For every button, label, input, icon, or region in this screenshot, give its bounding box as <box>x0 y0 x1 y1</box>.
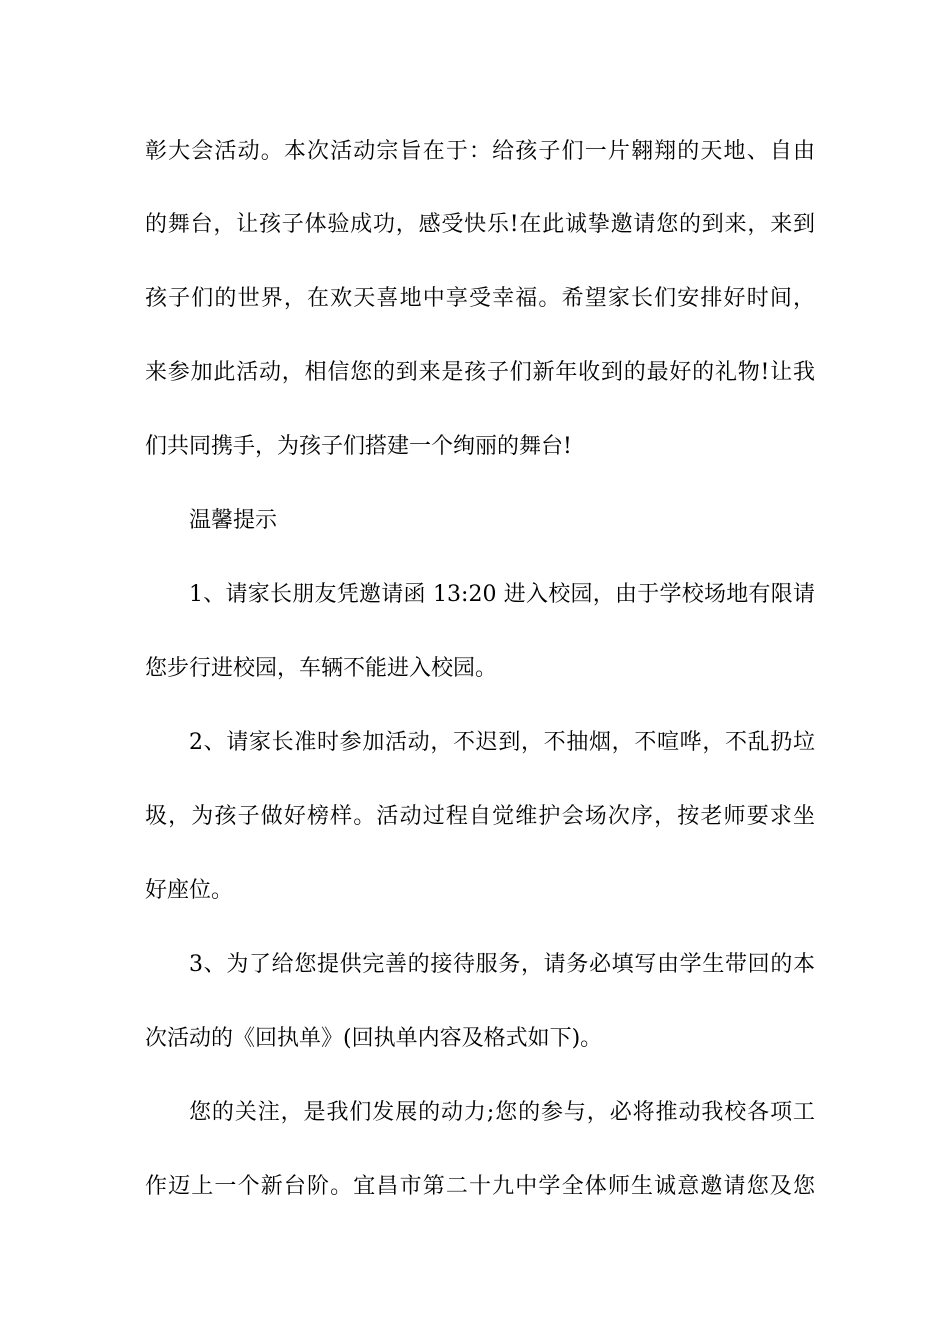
paragraph-line: 孩子们的世界，在欢天喜地中享受幸福。希望家长们安排好时间， <box>145 286 815 311</box>
paragraph-line: 作迈上一个新台阶。宜昌市第二十九中学全体师生诚意邀请您及您 <box>145 1174 815 1199</box>
list-item-line: 次活动的《回执单》(回执单内容及格式如下)。 <box>145 1026 603 1051</box>
list-item-line: 2、请家长准时参加活动，不迟到，不抽烟，不喧哗，不乱扔垃 <box>189 730 815 755</box>
list-item-line: 1、请家长朋友凭邀请函 13:20 进入校园，由于学校场地有限请 <box>189 582 815 607</box>
list-item-line: 3、为了给您提供完善的接待服务，请务必填写由学生带回的本 <box>189 952 815 977</box>
list-item-line: 圾，为孩子做好榜样。活动过程自觉维护会场次序，按老师要求坐 <box>145 804 815 829</box>
paragraph-line: 来参加此活动，相信您的到来是孩子们新年收到的最好的礼物!让我 <box>145 360 815 385</box>
paragraph-line: 您的关注，是我们发展的动力;您的参与，必将推动我校各项工 <box>189 1100 815 1125</box>
list-item-line: 您步行进校园，车辆不能进入校园。 <box>145 656 498 681</box>
list-item-line: 好座位。 <box>145 878 234 903</box>
section-heading: 温馨提示 <box>189 508 278 533</box>
paragraph-line: 彰大会活动。本次活动宗旨在于：给孩子们一片翱翔的天地、自由 <box>145 139 815 164</box>
paragraph-line: 的舞台，让孩子体验成功，感受快乐!在此诚挚邀请您的到来，来到 <box>145 212 815 237</box>
paragraph-line: 们共同携手，为孩子们搭建一个绚丽的舞台! <box>145 434 572 459</box>
